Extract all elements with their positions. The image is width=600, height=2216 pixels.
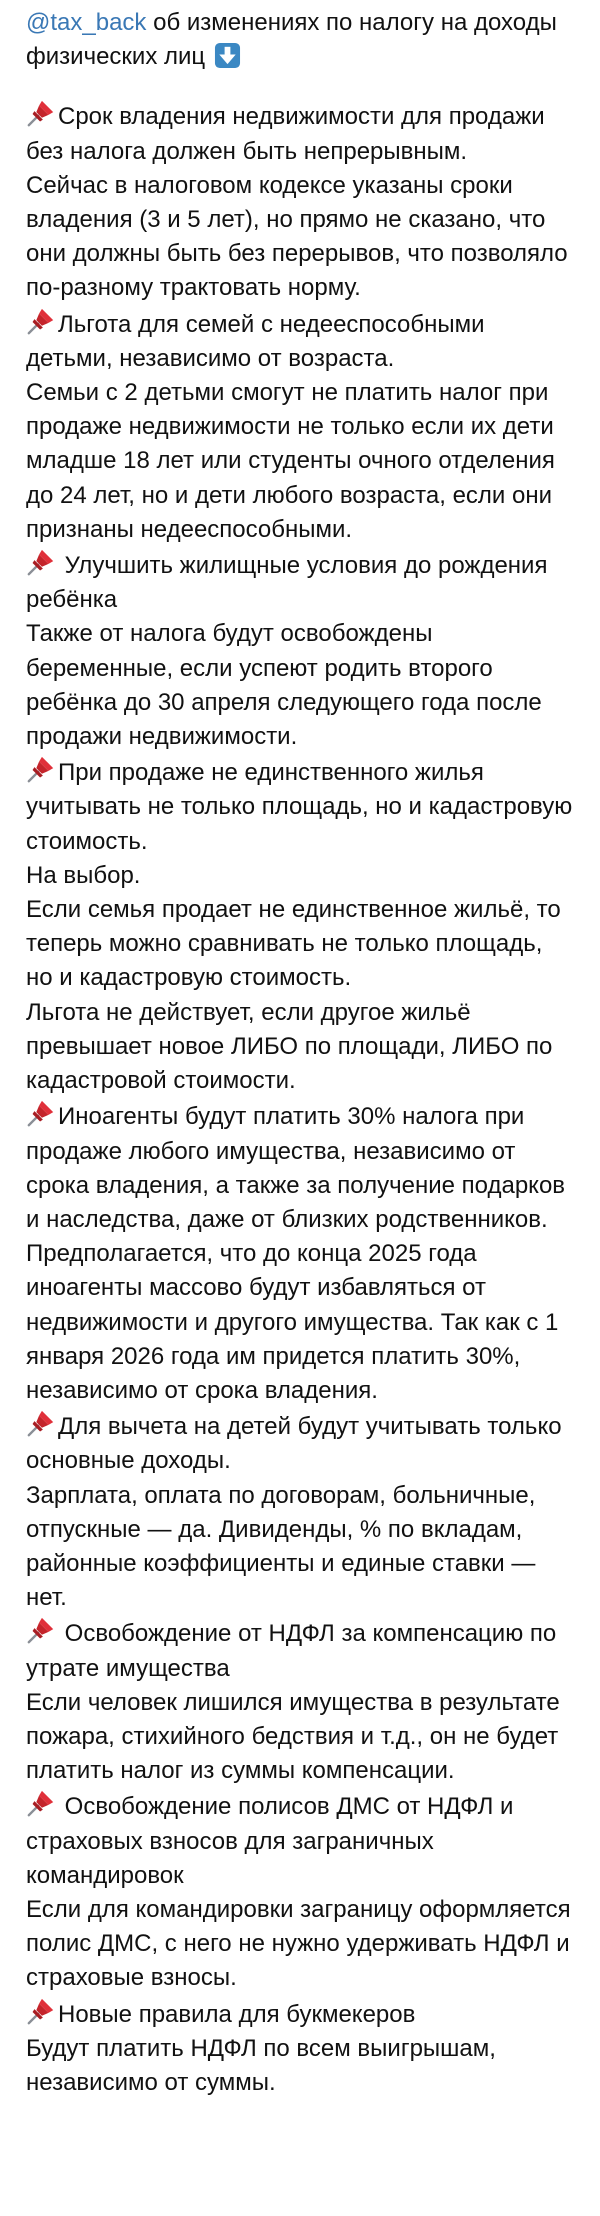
- pushpin-icon: [26, 1996, 56, 2026]
- section-body-paragraph: Если для командировки заграницу оформляется полис ДМС, с него не нужно удерживать НДФЛ и страховые взносы.: [26, 1895, 571, 1992]
- section-heading: [26, 1098, 574, 1237]
- section-heading-text: Новые правила для букмекеров: [58, 2000, 416, 2028]
- intro-text: об изменениях по налогу на доходы физических лиц: [26, 9, 557, 71]
- pushpin-icon: [26, 1408, 56, 1438]
- pushpin-icon: [26, 1615, 56, 1645]
- section-heading-text: Иноагенты будут платить 30% налога при продаже любого имущества, независимо от срока владения, а также за получение подарков и наследства, даже от близких родственников.: [26, 1103, 566, 1233]
- section-body-paragraph: Предполагается, что до конца 2025 года иноагенты массово будут избавляться от недвижимости и другого имущества. Так как с 1 января 2026 года им придется платить 30%, независимо от срока владения.: [26, 1240, 559, 1404]
- section-heading-text: Срок владения недвижимости для продажи без налога должен быть непрерывным.: [26, 103, 545, 165]
- section-heading: [26, 1408, 574, 1478]
- pushpin-icon: [26, 1098, 56, 1128]
- post-intro: [26, 6, 574, 74]
- pushpin-icon: [26, 1788, 56, 1818]
- section-body-paragraph: Семьи с 2 детьми смогут не платить налог при продаже недвижимости не только если их дети младше 18 лет или студенты очного отделения до 24 лет, но и дети любого возраста, если они признаны недееспособными.: [26, 379, 555, 543]
- sections-list: [26, 98, 574, 2100]
- section-heading-text: Освобождение полисов ДМС от НДФЛ и страховых взносов для заграничных командировок: [26, 1793, 514, 1889]
- section-heading: [26, 547, 574, 617]
- section-heading-text: Для вычета на детей будут учитывать только основные доходы.: [26, 1413, 562, 1475]
- section-heading-text: Льгота для семей с недееспособными детьми, независимо от возраста.: [26, 310, 485, 372]
- pushpin-icon: [26, 754, 56, 784]
- section-body-paragraph: Зарплата, оплата по договорам, больничные, отпускные — да. Дивиденды, % по вкладам, районные коэффициенты и единые ставки — нет.: [26, 1481, 536, 1612]
- section-heading: [26, 1788, 574, 1893]
- pushpin-icon: [26, 306, 56, 336]
- section-heading-text: При продаже не единственного жилья учитывать не только площадь, но и кадастровую стоимость.: [26, 759, 573, 855]
- section-heading: [26, 754, 574, 859]
- section-heading: [26, 1996, 574, 2032]
- section-heading: [26, 306, 574, 376]
- section-body-paragraph: Если человек лишился имущества в результате пожара, стихийного бедствия и т.д., он не будет платить налог из суммы компенсации.: [26, 1688, 560, 1785]
- section-body-paragraph: Если семья продает не единственное жильё, то теперь можно сравнивать не только площадь, но и кадастровую стоимость.: [26, 896, 561, 992]
- section-heading: [26, 1615, 574, 1685]
- pushpin-icon: [26, 547, 56, 577]
- section-heading: [26, 98, 574, 168]
- down-arrow-button-icon: [214, 42, 241, 69]
- section-body-paragraph: Льгота не действует, если другое жильё превышает новое ЛИБО по площади, ЛИБО по кадастровой стоимости.: [26, 998, 553, 1095]
- section-heading-text: Улучшить жилищные условия до рождения ребёнка: [26, 552, 548, 614]
- section-heading-text: Освобождение от НДФЛ за компенсацию по утрате имущества: [26, 1620, 557, 1682]
- pushpin-icon: [26, 98, 56, 128]
- section-body-paragraph: Также от налога будут освобождены беременные, если успеют родить второго ребёнка до 30 апреля следующего года после продажи недвижимости.: [26, 620, 542, 751]
- section-body-paragraph: Будут платить НДФЛ по всем выигрышам, независимо от суммы.: [26, 2034, 496, 2096]
- channel-mention-link[interactable]: @tax_back: [26, 9, 147, 36]
- section-body-paragraph: Сейчас в налоговом кодексе указаны сроки владения (3 и 5 лет), но прямо не сказано, что они должны быть без перерывов, что позволяло по-разному трактовать норму.: [26, 171, 568, 302]
- section-body-paragraph: На выбор.: [26, 861, 141, 889]
